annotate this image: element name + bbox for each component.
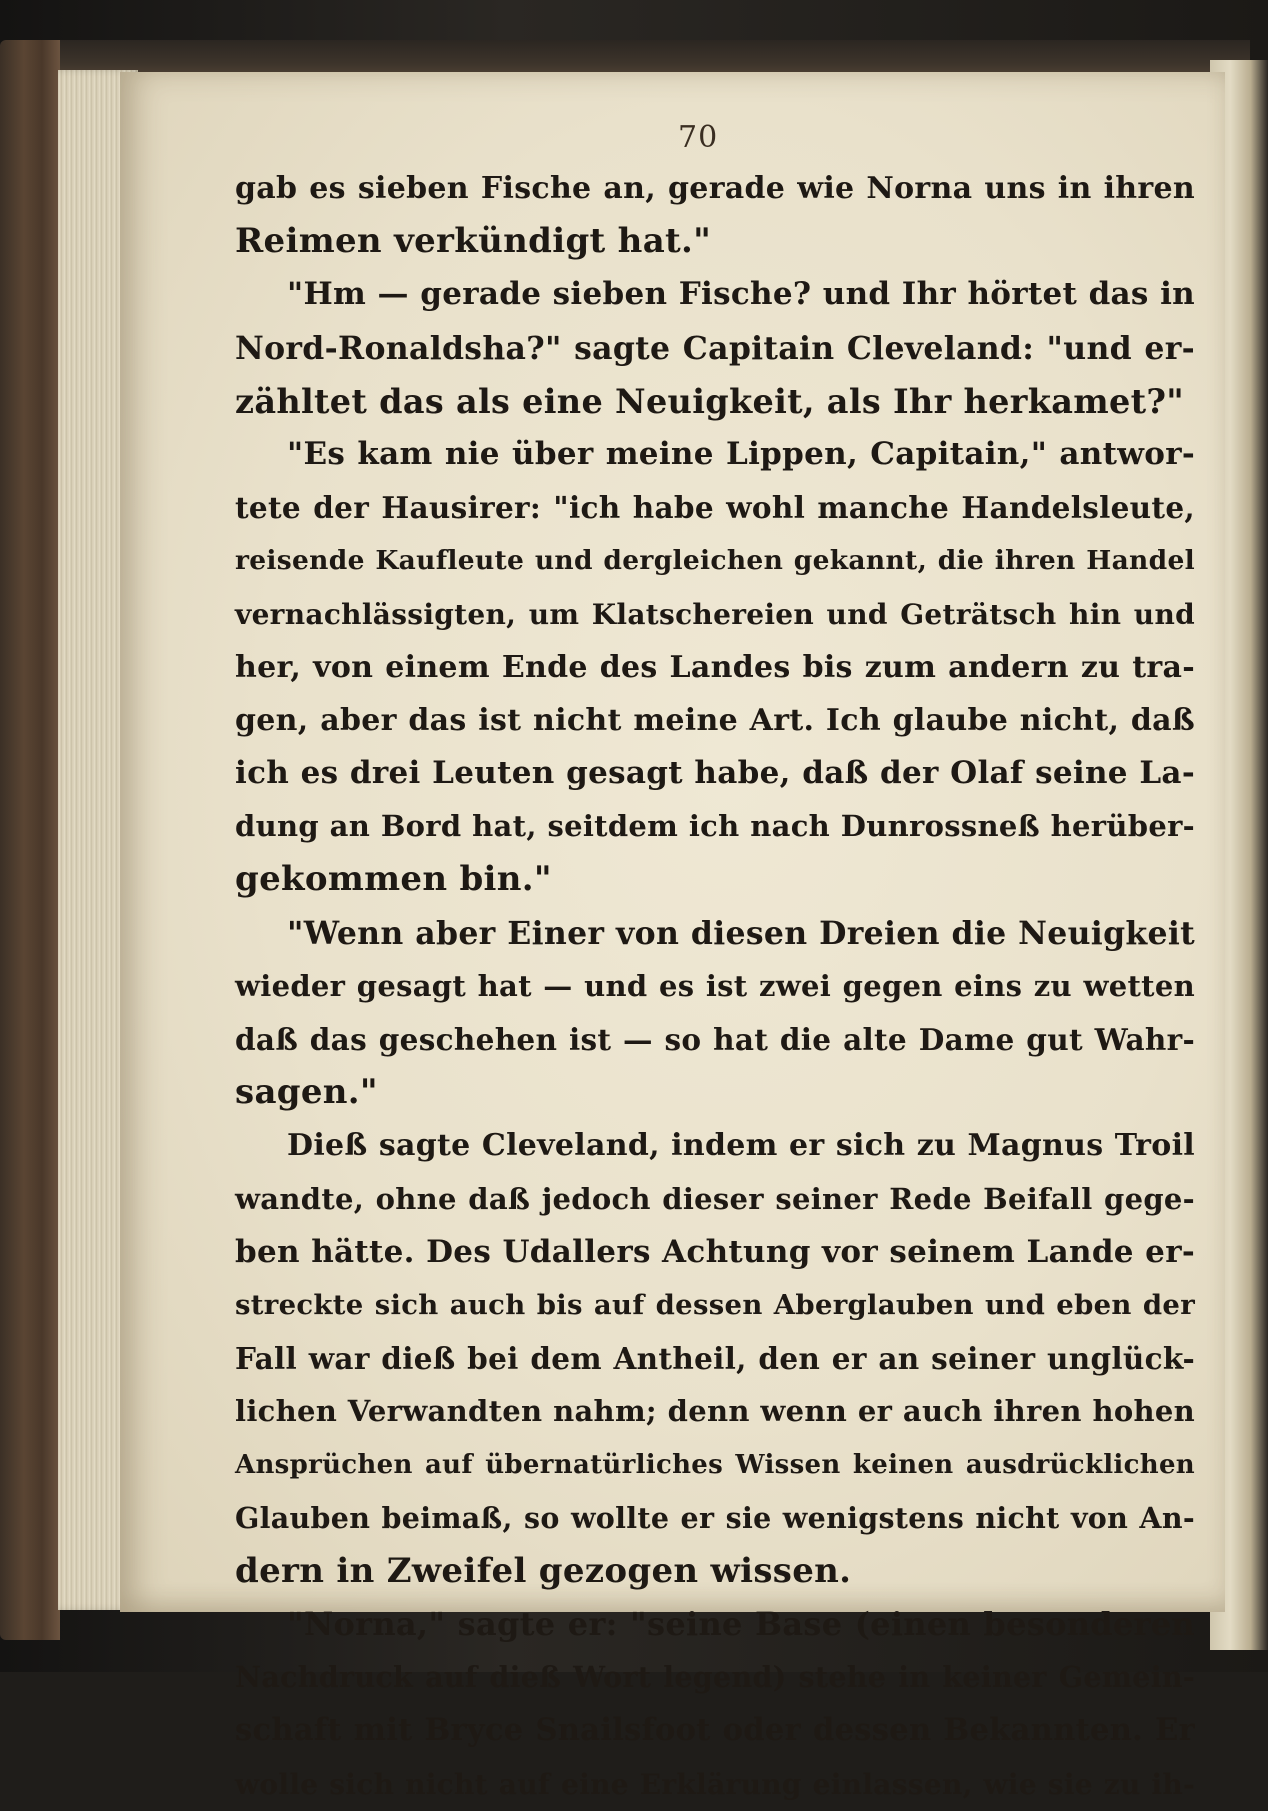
- text-line: sagen.": [235, 1072, 378, 1113]
- text-line: Dieß sagte Cleveland, indem er sich zu Magnus Troil: [287, 1128, 1195, 1164]
- book-cover-spine: [0, 40, 60, 1640]
- text-line: streckte sich auch bis auf dessen Aberglauben und eben der: [235, 1288, 1195, 1321]
- text-line: reisende Kaufleute und dergleichen gekannt, die ihren Handel: [235, 545, 1195, 577]
- text-line: ben hätte. Des Udallers Achtung vor seinem Lande er-: [235, 1233, 1195, 1270]
- text-line: "Hm — gerade sieben Fische? und Ihr hörtet das in: [287, 276, 1195, 313]
- text-line: Reimen verkündigt hat.": [235, 221, 712, 262]
- text-line: ich es drei Leuten gesagt habe, daß der Olaf seine La-: [235, 755, 1195, 792]
- text-line: wolle sich nicht auf eine Erklärung einlassen, wie sie zu ih-: [235, 1767, 1195, 1801]
- body-text: [235, 162, 1195, 1811]
- text-line: tete der Hausirer: "ich habe wohl manche Handelsleute,: [235, 490, 1195, 526]
- text-line: Fall war dieß bei dem Antheil, den er an seiner unglück-: [235, 1341, 1195, 1377]
- text-line: Nachdruck auf dieß Wort legend) stehe in keiner Gemein-: [235, 1660, 1195, 1695]
- text-line: wandte, ohne daß jedoch dieser seiner Rede Beifall gege-: [235, 1181, 1195, 1216]
- text-line: "Es kam nie über meine Lippen, Capitain," antwor-: [287, 435, 1195, 472]
- text-line: Glauben beimaß, so wollte er sie wenigstens nicht von An-: [235, 1500, 1195, 1535]
- text-line: gekommen bin.": [235, 859, 552, 900]
- text-line: "Norna," sagte er: "seine Base (einen besonderen: [287, 1605, 1195, 1644]
- page-number: 70: [678, 120, 719, 155]
- text-line: schaft mit Bryce Snailsfoot oder dessen Bekannten. Er: [235, 1712, 1195, 1749]
- text-line: vernachlässigten, um Klatschereien und Geträtsch hin und: [235, 597, 1195, 631]
- text-line: dung an Bord hat, seitdem ich nach Dunrossneß herüber-: [235, 809, 1195, 844]
- text-line: daß das geschehen ist — so hat die alte Dame gut Wahr-: [235, 1022, 1195, 1057]
- text-line: Nord-Ronaldsha?" sagte Capitain Cleveland: "und er-: [235, 329, 1195, 367]
- text-line: gen, aber das ist nicht meine Art. Ich glaube nicht, daß: [235, 702, 1195, 738]
- text-line: Ansprüchen auf übernatürliches Wissen keinen ausdrücklichen: [235, 1449, 1195, 1480]
- text-line: gab es sieben Fische an, gerade wie Norna uns in ihren: [235, 171, 1195, 206]
- text-line: lichen Verwandten nahm; denn wenn er auch ihren hohen: [235, 1394, 1195, 1429]
- text-line: her, von einem Ende des Landes bis zum andern zu tra-: [235, 649, 1195, 685]
- text-line: "Wenn aber Einer von diesen Dreien die Neuigkeit: [287, 914, 1195, 952]
- text-line: zähltet das als eine Neuigkeit, als Ihr herkamet?": [235, 381, 1185, 421]
- text-line: dern in Zweifel gezogen wissen.: [235, 1550, 852, 1591]
- text-line: wieder gesagt hat — und es ist zwei gegen eins zu wetten: [235, 968, 1195, 1003]
